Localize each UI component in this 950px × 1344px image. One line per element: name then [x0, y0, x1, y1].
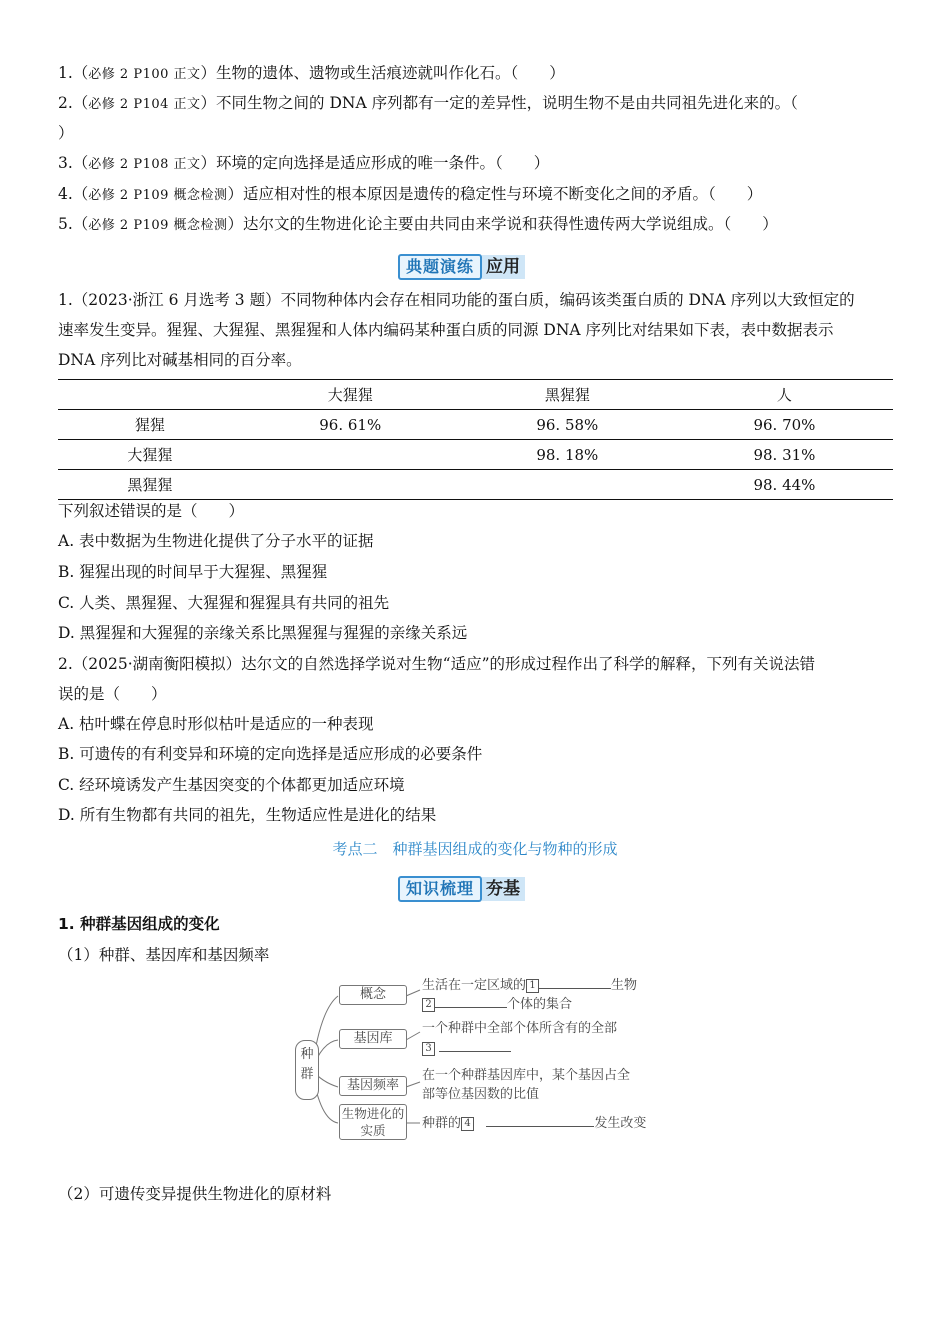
quiz-prefix: 4.（: [58, 185, 89, 203]
quiz-item-2-continued: ）: [58, 124, 74, 142]
quiz-item-2: [58, 93, 798, 115]
quiz-source-tag: 必修 2 P109 概念检测: [88, 218, 228, 233]
quiz-item-4: [58, 184, 762, 206]
table-header-cell: 人: [676, 380, 893, 410]
quiz-source-tag: 必修 2 P100 正文: [88, 67, 201, 82]
answer-blank: [435, 994, 507, 1008]
blank-number: 1: [526, 979, 539, 993]
question-1-stem-line2: 速率发生变异。猩猩、大猩猩、黑猩猩和人体内编码某种蛋白质的同源 DNA 序列比对结果如下表，表中数据表示: [58, 321, 834, 339]
banner-suffix: 夯基: [482, 877, 525, 901]
answer-blank: [439, 1038, 511, 1052]
table-cell: [242, 470, 459, 500]
banner-suffix: 应用: [482, 255, 525, 279]
question-2-option-b: B. 可遗传的有利变异和环境的定向选择是适应形成的必要条件: [58, 745, 483, 763]
mind-map-text-gene-pool-2: [422, 1038, 511, 1058]
question-2-stem-line1: 2.（2025·湖南衡阳模拟）达尔文的自然选择学说对生物“适应”的形成过程作出了科学的解释，下列有关说法错: [58, 655, 816, 673]
question-1-option-c: C. 人类、黑猩猩、大猩猩和猩猩具有共同的祖先: [58, 594, 390, 612]
quiz-item-1: [58, 63, 565, 85]
table-cell: [459, 470, 676, 500]
answer-blank: [539, 975, 611, 989]
dna-comparison-table: [58, 379, 893, 500]
mind-map-text-concept-1: [422, 975, 637, 995]
population-mind-map: [290, 970, 670, 1150]
mind-map-text-gene-pool-1: 一个种群中全部个体所含有的全部: [422, 1021, 618, 1036]
mind-map-node-gene-frequency: 基因频率: [339, 1076, 407, 1096]
mind-map-node-evolution-essence: 生物进化的实质: [339, 1104, 407, 1140]
table-row-label: 黑猩猩: [58, 470, 242, 500]
blank-number: 4: [461, 1117, 474, 1131]
table-cell: 96. 70%: [676, 410, 893, 440]
question-1-option-b: B. 猩猩出现的时间早于大猩猩、黑猩猩: [58, 563, 328, 581]
mind-map-text-essence: [422, 1113, 646, 1133]
table-row: [58, 410, 893, 440]
table-row-label: 猩猩: [58, 410, 242, 440]
table-header-row: [58, 380, 893, 410]
question-1-stem-line1: 1.（2023·浙江 6 月选考 3 题）不同物种体内会存在相同功能的蛋白质，编码该类蛋白质的 DNA 序列以大致恒定的: [58, 291, 855, 309]
quiz-text: ）适应相对性的根本原因是遗传的稳定性与环境不断变化之间的矛盾。（ ）: [227, 185, 763, 203]
quiz-prefix: 5.（: [58, 215, 89, 233]
text-fragment: 生活在一定区域的: [422, 978, 527, 993]
question-2-option-a: A. 枯叶蝶在停息时形似枯叶是适应的一种表现: [58, 715, 374, 733]
table-cell: 96. 61%: [242, 410, 459, 440]
question-2-option-d: D. 所有生物都有共同的祖先，生物适应性是进化的结果: [58, 806, 437, 824]
quiz-source-tag: 必修 2 P109 概念检测: [88, 188, 228, 203]
question-2-option-c: C. 经环境诱发产生基因突变的个体都更加适应环境: [58, 776, 405, 794]
quiz-text: ）环境的定向选择是适应形成的唯一条件。（ ）: [200, 154, 550, 172]
quiz-text: ）不同生物之间的 DNA 序列都有一定的差异性，说明生物不是由共同祖先进化来的。（: [200, 94, 798, 112]
quiz-prefix: 2.（: [58, 94, 89, 112]
table-cell: 98. 31%: [676, 440, 893, 470]
subheading-2: （2）可遗传变异提供生物进化的原材料: [58, 1185, 332, 1203]
quiz-prefix: 1.（: [58, 64, 89, 82]
question-1-option-a: A. 表中数据为生物进化提供了分子水平的证据: [58, 532, 374, 550]
subheading-1: （1）种群、基因库和基因频率: [58, 946, 270, 964]
table-row: [58, 440, 893, 470]
section-title: 考点二 种群基因组成的变化与物种的形成: [332, 840, 618, 858]
quiz-text: ）达尔文的生物进化论主要由共同由来学说和获得性遗传两大学说组成。（ ）: [227, 215, 778, 233]
mind-map-node-concept: 概念: [339, 985, 407, 1005]
table-cell: 98. 18%: [459, 440, 676, 470]
question-1-ask: 下列叙述错误的是（ ）: [58, 502, 245, 520]
mind-map-node-gene-pool: 基因库: [339, 1029, 407, 1049]
mind-map-text-frequency-2: 部等位基因数的比值: [422, 1087, 540, 1102]
text-fragment: 种群的: [422, 1116, 462, 1131]
question-1-stem-line3: DNA 序列比对碱基相同的百分率。: [58, 351, 302, 369]
mind-map-text-concept-2: [422, 994, 572, 1014]
section-banner-knowledge: [398, 876, 525, 902]
quiz-item-3: [58, 153, 549, 175]
text-fragment: 个体的集合: [507, 997, 573, 1012]
text-fragment: 发生改变: [594, 1116, 647, 1131]
table-row-label: 大猩猩: [58, 440, 242, 470]
table-cell: [242, 440, 459, 470]
table-cell: 96. 58%: [459, 410, 676, 440]
section-banner-practice: [398, 254, 525, 280]
table-header-cell: 大猩猩: [242, 380, 459, 410]
banner-label: 知识梳理: [398, 876, 482, 902]
heading-number: 1: [58, 915, 69, 933]
blank-number: 2: [422, 998, 435, 1012]
question-1-option-d: D. 黑猩猩和大猩猩的亲缘关系比黑猩猩与猩猩的亲缘关系远: [58, 624, 468, 642]
banner-label: 典题演练: [398, 254, 482, 280]
quiz-text: ）生物的遗体、遗物或生活痕迹就叫作化石。（ ）: [200, 64, 565, 82]
quiz-item-5: [58, 214, 778, 236]
quiz-prefix: 3.（: [58, 154, 89, 172]
quiz-source-tag: 必修 2 P104 正文: [88, 97, 201, 112]
answer-blank: [486, 1113, 594, 1127]
question-2-stem-line2: 误的是（ ）: [58, 685, 167, 703]
heading-1: [58, 914, 220, 934]
blank-number: 3: [422, 1042, 435, 1056]
heading-text: . 种群基因组成的变化: [68, 915, 220, 933]
quiz-source-tag: 必修 2 P108 正文: [88, 157, 201, 172]
table-header-cell: 黑猩猩: [459, 380, 676, 410]
table-cell: 98. 44%: [676, 470, 893, 500]
text-fragment: 生物: [611, 978, 638, 993]
table-header-cell: [58, 380, 242, 410]
mind-map-root: 种群: [295, 1040, 319, 1100]
table-row: [58, 470, 893, 500]
mind-map-text-frequency-1: 在一个种群基因库中，某个基因占全: [422, 1068, 631, 1083]
